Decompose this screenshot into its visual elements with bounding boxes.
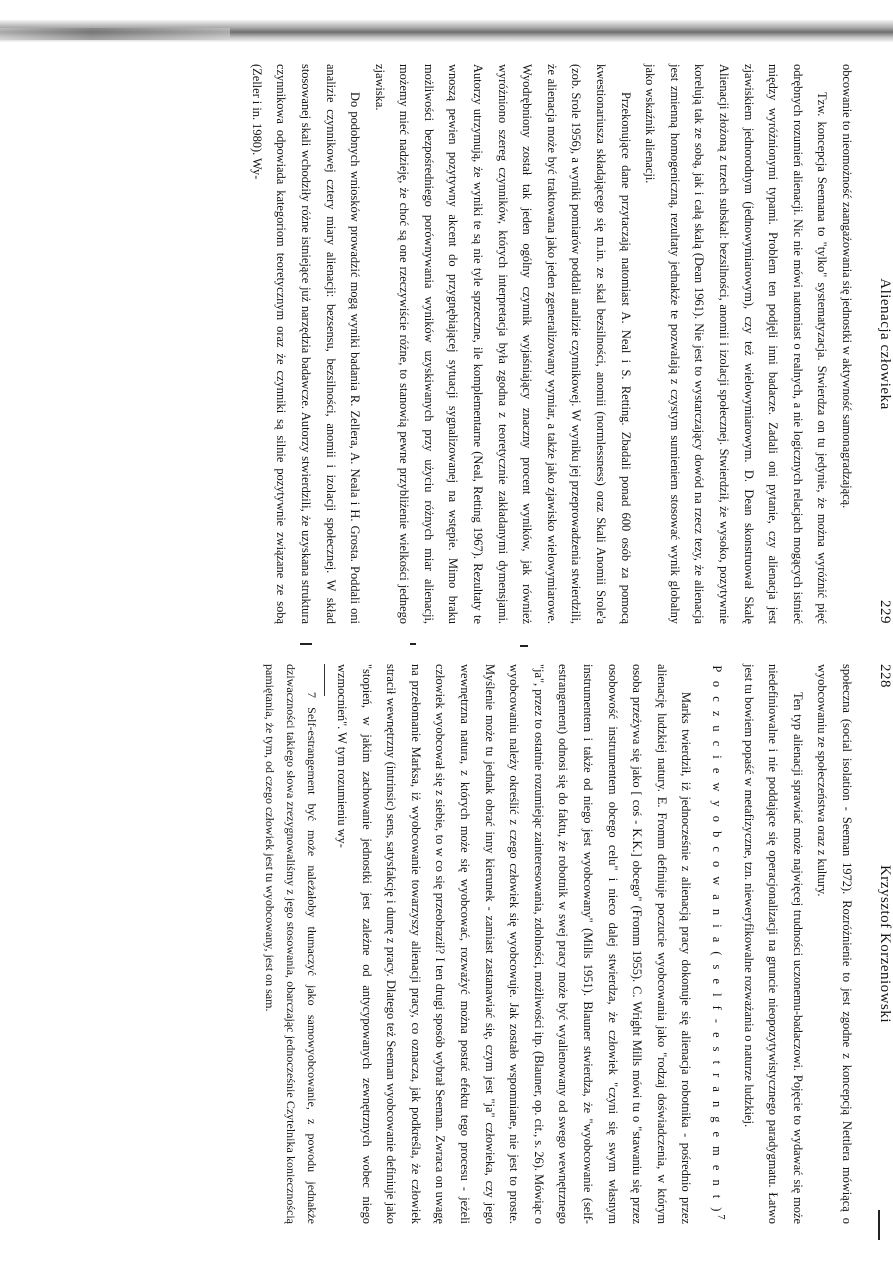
margin-tick-3 — [520, 645, 528, 647]
margin-tick-2 — [410, 643, 416, 645]
section-title: P o c z u c i e w y o b c o w a n i a ( s e l f - e s t r a n g e m e n t ) — [709, 665, 724, 1215]
right-intro-paragraph: obcowanie to nieomożność zaangażowania się jednostki w aktywność samonagradzającą. — [840, 64, 854, 509]
right-paragraph-1: Tzw. koncepcja Seemana to "tylko" systematyzacja. Stwierdza on tu jedynie, że można wyróżnić pięć odrębnych rozumień alienacji. Nic nie mówi natomiast o realnych, a nie logicznych relacjach mogących istnieć między wyróżnionymi typami. Problem ten podjęli inni badacze. Zadali oni pytanie, czy alienacja jest zjawiskiem jednorodnym (jednowymiarowym), czy też wielowymiarowym. D. Dean skonstruował Skalę Alienacji złożoną z trzech subskal: bezsilności, anomii i izolacji społecznej. Stwierdził, że wysoko, pozytywnie korelują tak ze sobą, jak i całą skalą (Dean 1961). Nie jest to wystarczający dowód na rzecz tezy, że alienacja jest zmienną homogeniczną, rezultaty jednakże te pozwalają z czystym sumieniem stosować wynik globalny jako wskaźnik alienacji. — [643, 64, 830, 624]
footnote-rule — [324, 664, 325, 696]
footnote-7: 7 Self-estrangement być może należałoby tłumaczyć jako samowyobcowanie, z powodu jednakże dziwaczności takiego słowa zrezygnowaliśmy z jego stosowania, obarczając jednocześnie Czytelnika koniecznością pamiętania, że tym, od czego człowiek jest tu wyobcowany, jest on sam. — [263, 664, 320, 1224]
right-running-title: Alienacja człowieka — [877, 278, 893, 410]
right-paragraph-3: Do podobnych wniosków prowadzić mogą wyniki badania R. Zellera, A. Neala i H. Grosta. Poddali oni analizie czynnikowej cztery miary alienacji: bezsensu, bezsilności, anomii i izolacji społecznej. W skład stosowanej skali wchodziły różne istniejące już narzędzia badawcze. Autorzy stwierdzili, że uzyskana struktura czynnikowa odpowiada kategoriom teoretycznym oraz że czynniki są silnie pozytywnie związane ze sobą (Zeller i in. 1980). Wy- — [249, 64, 363, 624]
left-running-title: Krzysztof Korzeniowski — [877, 864, 893, 1024]
scan-top-edge-shadow — [0, 28, 230, 40]
right-page-number: 229 — [877, 600, 893, 624]
left-page-body — [259, 664, 859, 1224]
right-page-body — [244, 64, 859, 624]
left-intro-paragraph: społeczna (social isolation - Seeman 1972). Rozróżnienie to jest zgodne z koncepcją Nettlera mówiącą o wyobcowaniu ze społeczeństwa oraz z kultury. — [815, 664, 854, 1224]
left-page-number: 228 — [877, 664, 893, 688]
right-paragraph-2: Przekonujące dane przytaczają natomiast A. Neal i S. Retting. Zbadali ponad 600 osób za pomocą kwestionariusza składającego się m.in. ze skal bezsilności, anomii (normlessness) oraz Skali Anomii Srole'a (zob. Srole 1956), a wyniki pomiarów poddali analizie czynnikowej. W wyniku jej przeprowadzenia stwierdzili, że alienacja może być traktowana jako jeden zgeneralizowany wymiar, a także jako zjawisko wielowymiarowe. Wyodrębniony został tak jeden ogólny czynnik wyjaśniający znaczny procent wyników, jak również wyróżniono szereg czynników, których interpretacja była zgodna z teoretycznie zakładanymi dymensjami. Autorzy utrzymują, że wyniki te są nie tyle sprzeczne, ile komplementarne (Neal, Retting 1967). Rezultaty te wnoszą pewien pozytywny akcent do przygnębiającej sytuacji sygnalizowanej na wstępie. Mimo braku możliwości bezpośredniego porównywania wyników uzyskiwanych przy użyciu różnych miar alienacji, możemy mieć nadzieję, że choć są one rzeczywiście różne, to stanowią pewne przybliżenie wielkości jednego zjawiska. — [372, 64, 633, 624]
left-page-header — [869, 664, 893, 1224]
margin-tick-1 — [300, 643, 312, 645]
left-paragraph-1: Ten typ alienacji sprawiać może najwięcej trudności uczonemu-badaczowi. Pojęcie to wydawać się może niedefiniowalne i nie poddające się operacjonalizacji na gruncie nieopozytywistycznego paradygmatu. Łatwo jest tu bowiem popaść w metafizyczne, tzn. nieweryfikowalne rozważania o naturze ludzkiej. — [741, 664, 805, 1224]
right-page-header — [869, 64, 893, 624]
section-heading — [704, 664, 732, 1224]
left-paragraph-2: Marks twierdził, iż jednocześnie z alienacją pracy dokonuje się alienacja robotnika - pośrednio przez alienację ludzkiej natury. E. Fromm definiuje poczucie wyobcowania jako "rodzaj doświadczenia, w którym osoba przeżywa się jako [ coś - K.K.] obcego" (Fromm 1955). C. Wright Mills mówi tu o "stawaniu się przez osobowość instrumentem obcego celu" i nieco dalej stwierdza, że człowiek "czyni się swym własnym instrumentem i także od niego jest wyobcowany" (Mills 1951). Blauner stwierdza, że "wyobcowanie (self-estrangement) odnosi się do faktu, że robotnik w swej pracy może być wyalienowany od swego wewnętrznego "ja", przez to ostatnie rozumiejąc zainteresowania, zdolności, możliwości itp. (Blauner, op. cit., s. 26). Mówiąc o wyobcowaniu należy określić z czego człowiek się wyobcowuje. Jak zostało wspomniane, nie jest to proste. Myślenie może tu jednak obrać inny kierunek - zamiast zastanawiać się, czym jest "ja" człowieka, czy jego wewnętrzna natura, z których może się wyobcować, rozważyć można postać efektu tego procesu - jeżeli człowiek wyobcował się z siebie, to w co się przeobraził? I ten drugi sposób wybrał Seeman. Zwraca on uwagę na przełomanie Marksa, iż wyobcowanie towarzyszy alienacji pracy, co oznacza, jak podkreśla, że człowiek stracił wewnętrzny (intrinsic) sens, satysfakcję i dumę z pracy. Dlatego też Seeman wyobcowanie definiuje jako "stopień, w jakim zachowanie jednostki jest zależne od antycypowanych zewnętrznych wobec niego wzmocnień". W tym rozumieniu wy- — [335, 664, 694, 1224]
left-page — [108, 664, 893, 1224]
margin-bracket — [878, 1210, 880, 1240]
book-spread — [108, 64, 893, 1224]
section-footnote-ref: 7 — [715, 1214, 727, 1223]
right-page — [108, 64, 893, 624]
